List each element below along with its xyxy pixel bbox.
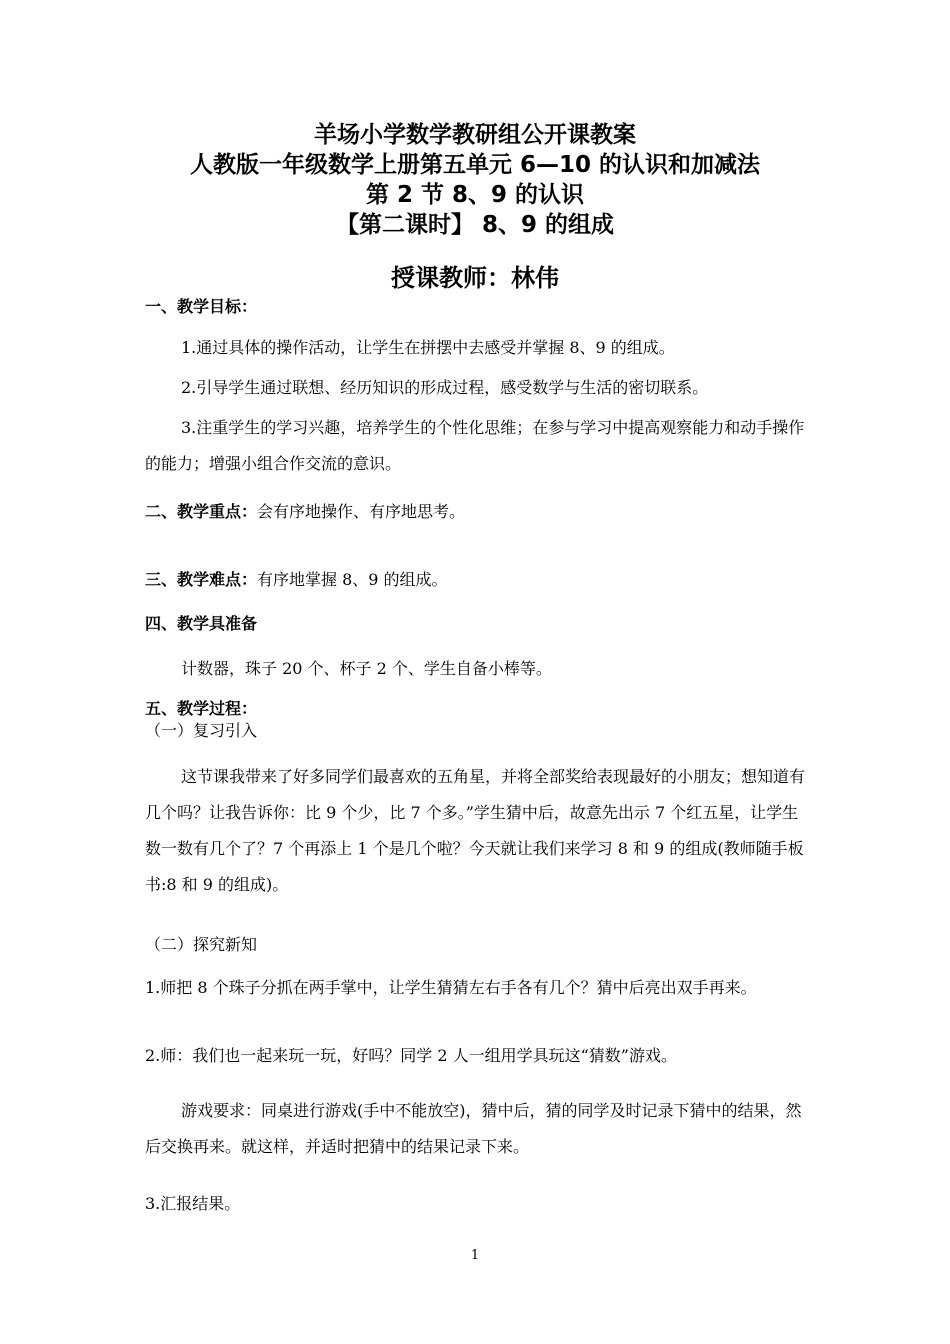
school-title: 羊场小学数学教研组公开课教案 — [314, 122, 636, 148]
difficulty-heading: 三、教学难点： — [145, 570, 258, 589]
difficulty-line — [145, 562, 811, 598]
process-sub1: （一）复习引入 — [145, 721, 258, 740]
process-step-1: 1.师把 8 个珠子分抓在两手掌中，让学生猜猜左右手各有几个？猜中后亮出双手再来。 — [145, 978, 757, 997]
process-paragraph-1: 这节课我带来了好多同学们最喜欢的五角星，并将全部奖给表现最好的小朋友；想知道有几个吗？让我告诉你：比 9 个少，比 7 个多。”学生猜中后，故意先出示 7 个红五星，让学生数一数有几个了？7 个再添上 1 个是几个啦？今天就让我们来学习 8 和 9 的组成(教师随手板书:8 和 9 的组成)。 — [145, 767, 806, 894]
lesson-title: 【第二课时】 8、9 的组成 — [335, 212, 615, 238]
unit-title: 人教版一年级数学上册第五单元 6—10 的认识和加减法 — [189, 152, 761, 178]
process-step-2-rules: 游戏要求：同桌进行游戏(手中不能放空)，猜中后，猜的同学及时记录下猜中的结果，然后交换再来。就这样，并适时把猜中的结果记录下来。 — [145, 1101, 802, 1156]
objective-1: 1.通过具体的操作活动，让学生在拼摆中去感受并掌握 8、9 的组成。 — [181, 338, 675, 357]
difficulty-text: 有序地掌握 8、9 的组成。 — [257, 570, 448, 589]
materials-text: 计数器，珠子 20 个、杯子 2 个、学生自备小棒等。 — [181, 659, 552, 678]
process-step-3: 3.汇报结果。 — [145, 1194, 241, 1213]
materials-heading: 四、教学具准备 — [145, 614, 258, 633]
objective-3: 3.注重学生的学习兴趣，培养学生的个性化思维；在参与学习中提高观察能力和动手操作的能力；增强小组合作交流的意识。 — [145, 418, 805, 473]
process-step-2: 2.师：我们也一起来玩一玩，好吗？同学 2 人一组用学具玩这“猜数”游戏。 — [145, 1046, 677, 1065]
process-sub2: （二）探究新知 — [145, 935, 258, 954]
key-point-text: 会有序地操作、有序地思考。 — [257, 502, 466, 521]
objective-2: 2.引导学生通过联想、经历知识的形成过程，感受数学与生活的密切联系。 — [181, 378, 709, 397]
title-block — [0, 120, 950, 240]
key-point-line — [145, 494, 811, 530]
process-heading: 五、教学过程： — [145, 699, 258, 718]
page-number: 1 — [470, 1248, 480, 1263]
objectives-heading: 一、教学目标： — [145, 297, 258, 316]
section-title: 第 2 节 8、9 的认识 — [365, 182, 585, 208]
key-point-heading: 二、教学重点： — [145, 502, 258, 521]
teacher-name: 授课教师：林伟 — [391, 264, 559, 292]
